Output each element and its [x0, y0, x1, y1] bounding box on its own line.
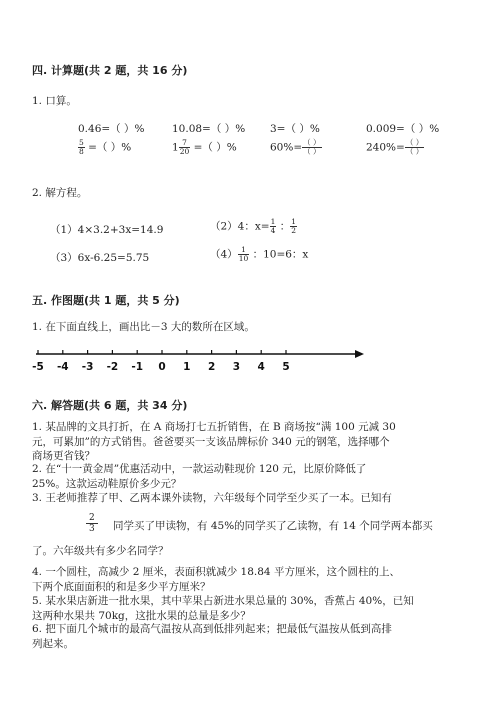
number-line-label: 4: [257, 361, 265, 373]
question-1-title: 1. 口算。: [32, 95, 77, 107]
problem-2-line-2: 25%。这款运动鞋原价多少元？: [32, 477, 182, 490]
section-6-title: 六. 解答题(共 6 题，共 34 分): [32, 399, 188, 412]
number-line[interactable]: [30, 343, 370, 375]
fraction-5-8: $\frac{5}{8}$: [79, 138, 84, 156]
fraction-1-2: $\frac{1}{2}$: [291, 217, 296, 235]
oral-r2c1: $\frac{5}{8}$ =（ ）%: [79, 138, 132, 156]
oral-r2c2: 1 $\frac{7}{20}$ =（ ）%: [172, 138, 237, 156]
fraction-2-3: $\frac{2}{3}$: [86, 513, 98, 534]
equation-3: （3）6x-6.25=5.75: [50, 252, 150, 264]
oral-r2c4: 240%= $\frac{( )}{( )}$: [366, 138, 424, 156]
oral-r1c1: 0.46=（ ）%: [78, 123, 145, 135]
number-line-label: 0: [158, 361, 166, 373]
problem-1: [32, 420, 472, 464]
problem-3-line-1: 3. 王老师推荐了甲、乙两本课外读物，六年级每个同学至少买了一本。已知有: [32, 492, 392, 504]
problem-5-line-2: 这两种水果共 70kg，这批水果的总量是多少？: [32, 609, 251, 622]
problem-4: [32, 565, 472, 594]
problem-2: [32, 462, 472, 491]
number-line-label: 2: [207, 361, 216, 373]
number-line-label: -3: [81, 361, 94, 373]
problem-4-line-1: 4. 一个圆柱，高减少 2 厘米，表面积就减少 18.84 平方厘米，这个圆柱的上、: [32, 566, 400, 578]
equation-4: （4） $\frac{1}{10}$ ：10=6：x: [210, 245, 309, 263]
number-line-label: -4: [56, 361, 69, 373]
section-5-title: 五. 作图题(共 1 题，共 5 分): [32, 294, 180, 307]
blank-fraction: $\frac{( )}{( )}$: [405, 138, 424, 156]
problem-1-line-2: 元，可累加”的方式销售。爸爸要买一支该品牌标价 340 元的钢笔，选择哪个: [32, 435, 390, 448]
problem-5: [32, 594, 472, 623]
oral-r1c4: 0.009=（ ）%: [366, 123, 440, 135]
number-line-label: -5: [32, 361, 44, 373]
number-line-label: 5: [282, 361, 290, 373]
problem-5-line-1: 5. 某水果店新进一批水果，其中苹果占新进水果总量的 30%，香蕉占 40%，已知: [32, 595, 414, 607]
section-4-title: 四. 计算题(共 2 题，共 16 分): [32, 64, 188, 77]
problem-6-line-1: 6. 把下面几个城市的最高气温按从高到低排列起来；把最低气温按从低到高排: [32, 623, 392, 635]
draw-question-1: 1. 在下面直线上，画出比－3 大的数所在区域。: [32, 321, 255, 333]
fraction-1-4: $\frac{1}{4}$: [270, 217, 276, 235]
problem-6-line-2: 列起来。: [32, 637, 74, 650]
problem-1-line-1: 1. 某品牌的文具打折，在 A 商场打七五折销售，在 B 商场按“满 100 元减 30: [32, 421, 396, 433]
blank-fraction: $\frac{( )}{( )}$: [303, 138, 321, 156]
oral-r2c3: 60%= $\frac{( )}{( )}$: [270, 138, 321, 156]
number-line-label: 1: [183, 361, 191, 373]
problem-6: [32, 622, 472, 651]
equation-2: （2）4：x= $\frac{1}{4}$ ： $\frac{1}{2}$: [210, 217, 296, 235]
fraction-1-10: $\frac{1}{10}$: [238, 245, 249, 263]
oral-r1c2: 10.08=（ ）%: [172, 123, 246, 135]
problem-3-line-3: 了。六年级共有多少名同学？: [32, 545, 169, 557]
problem-2-line-1: 2. 在“十一黄金周”优惠活动中，一款运动鞋现价 120 元，比原价降低了: [32, 463, 367, 475]
question-2-title: 2. 解方程。: [32, 187, 88, 199]
problem-4-line-2: 下两个底面面积的和是多少平方厘米？: [32, 580, 211, 593]
oral-r1c3: 3=（ ）%: [270, 123, 320, 135]
number-line-arrow: [355, 350, 364, 358]
problem-3-line-2: 同学买了甲读物，有 45%的同学买了乙读物，有 14 个同学两本都买: [113, 520, 433, 532]
number-line-label: -1: [131, 361, 144, 373]
fraction-7-20: $\frac{7}{20}$: [179, 138, 190, 156]
problem-1-line-3: 商场更省钱？: [32, 450, 95, 462]
number-line-label: 3: [232, 361, 241, 373]
number-line-label: -2: [106, 361, 119, 373]
equation-1: （1）4×3.2+3x=14.9: [50, 224, 164, 236]
